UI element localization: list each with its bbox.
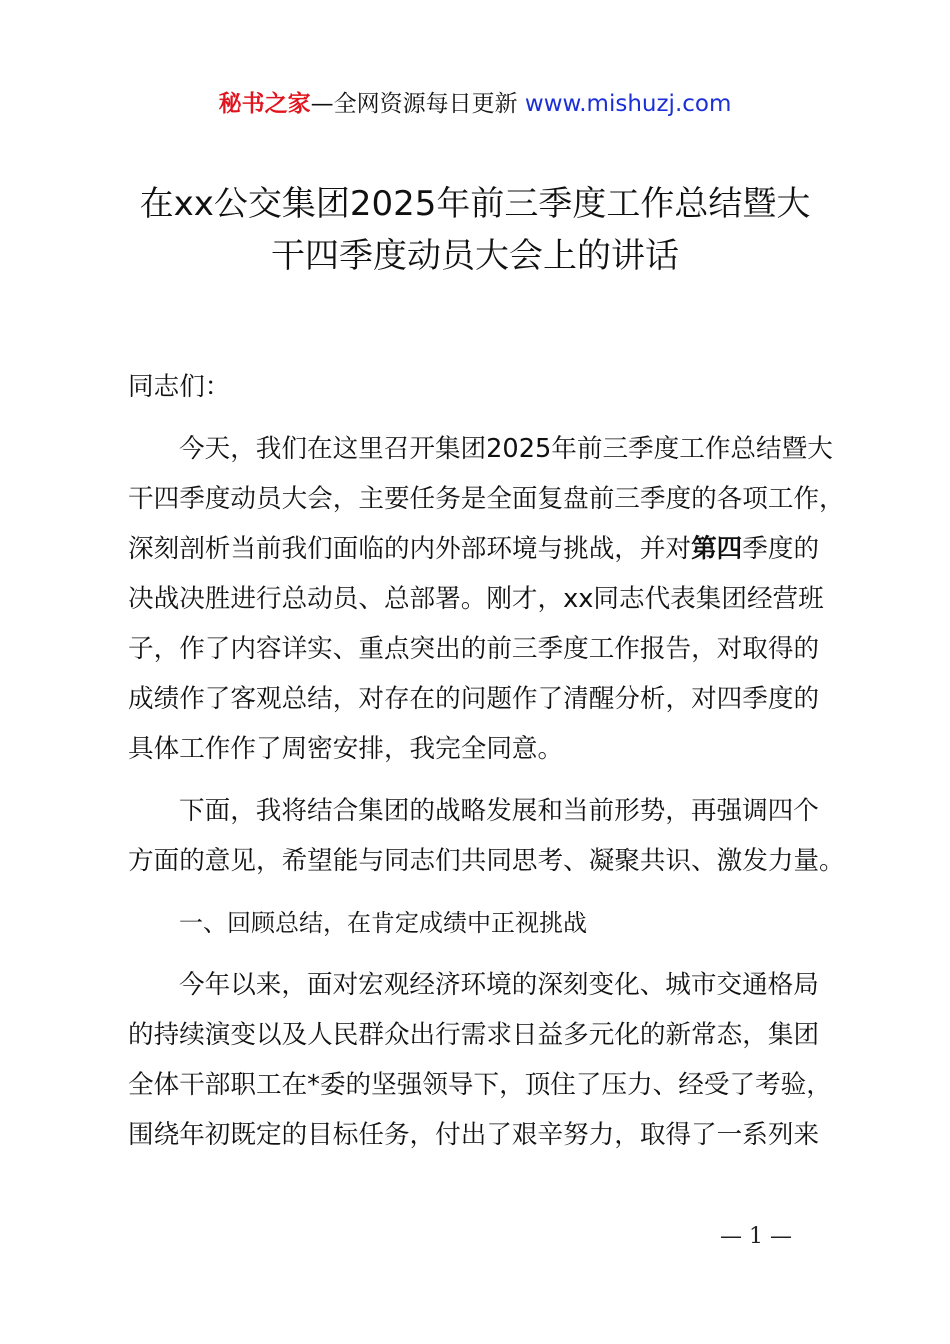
paragraph-2 <box>128 786 845 886</box>
paragraph-line: 下面，我将结合集团的战略发展和当前形势，再强调四个 <box>179 796 819 826</box>
paragraph-line: 干四季度动员大会，主要任务是全面复盘前三季度的各项工作， <box>128 484 845 514</box>
bold-text: 第四 <box>691 534 743 564</box>
salutation: 同志们： <box>128 372 231 402</box>
paragraph-line: 围绕年初既定的目标任务，付出了艰辛努力，取得了一系列来 <box>128 1120 820 1150</box>
paragraph-line: 具体工作作了周密安排，我完全同意。 <box>128 734 564 764</box>
paragraph-line: 成绩作了客观总结，对存在的问题作了清醒分析，对四季度的 <box>128 684 820 714</box>
line-text: 季度的 <box>742 534 820 564</box>
site-url-link[interactable]: www.mishuzj.com <box>524 91 732 117</box>
page-number: — 1 — <box>720 1224 792 1249</box>
line-text: 深刻剖析当前我们面临的内外部环境与挑战，并对 <box>128 534 692 564</box>
paragraph-line: 的持续演变以及人民群众出行需求日益多元化的新常态，集团 <box>128 1020 820 1050</box>
title-line-2: 干四季度动员大会上的讲话 <box>271 236 679 276</box>
paragraph-line: 今天，我们在这里召开集团2025年前三季度工作总结暨大 <box>179 434 833 464</box>
brand-name: 秘书之家 <box>218 91 311 117</box>
paragraph-line: 决战决胜进行总动员、总部署。刚才，xx同志代表集团经营班 <box>128 584 824 614</box>
document-title <box>80 178 870 282</box>
paragraph-line: 今年以来，面对宏观经济环境的深刻变化、城市交通格局 <box>179 970 819 1000</box>
header-slogan: —全网资源每日更新 <box>310 91 518 117</box>
paragraph-line: 方面的意见，希望能与同志们共同思考、凝聚共识、激发力量。 <box>128 846 845 876</box>
paragraph-line <box>128 524 838 574</box>
paragraph-1 <box>128 424 845 774</box>
site-header <box>0 86 950 122</box>
section-heading-1: 一、回顾总结，在肯定成绩中正视挑战 <box>179 909 587 937</box>
title-line-1: 在xx公交集团2025年前三季度工作总结暨大 <box>139 184 811 224</box>
document-body <box>128 362 845 1172</box>
paragraph-line: 子，作了内容详实、重点突出的前三季度工作报告，对取得的 <box>128 634 820 664</box>
paragraph-line: 全体干部职工在*委的坚强领导下，顶住了压力、经受了考验， <box>128 1070 832 1100</box>
paragraph-3 <box>128 960 838 1160</box>
